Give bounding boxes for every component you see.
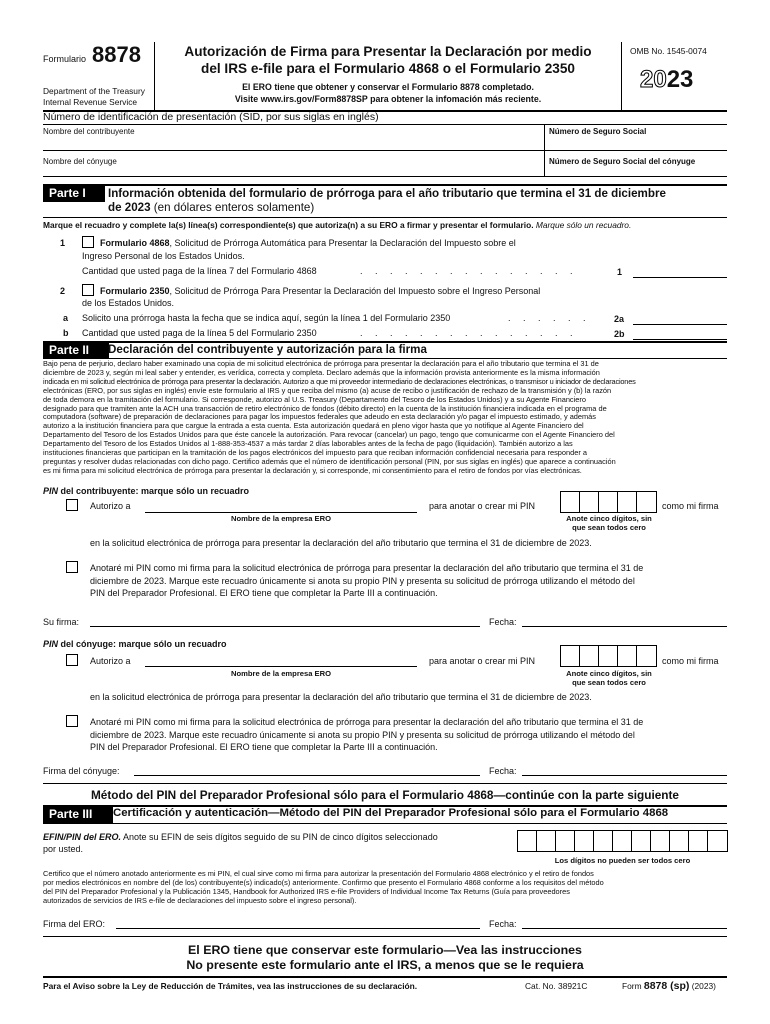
efin-line2: por usted. [43, 844, 84, 854]
line2a-text: Solicito una prórroga hasta la fecha que se indica aquí, según la línea 1 del Formulario 2350 [82, 313, 451, 323]
perjury-line: designado para que tramiten ante la ACH una transacción de retiro electrónico de fondos (débito directo) en la cuenta de la institución financiera indicada en el programa de [43, 403, 607, 413]
spouse-ero-firm-name-field[interactable] [145, 666, 417, 667]
taxpayer-authorize-ero-checkbox[interactable] [66, 499, 78, 511]
spouse-pin-enter-label: para anotar o crear mi PIN [429, 656, 536, 666]
part1-instruction [43, 220, 631, 230]
spouse-name-label: Nombre del cónyuge [43, 157, 117, 166]
ero-efin-pin-boxes[interactable] [517, 830, 728, 852]
footer-year: (2023) [691, 981, 716, 991]
line2-text2: de los Estados Unidos. [82, 298, 175, 308]
tax-year [640, 66, 693, 94]
dept-treasury: Department of the Treasury [43, 86, 145, 96]
part1-tag: Parte I [43, 185, 105, 202]
sid-rule [43, 124, 727, 125]
spouse-pin-heading [43, 639, 227, 649]
spouse-signature-field[interactable] [134, 775, 480, 776]
form-footer-id [622, 980, 716, 992]
do-not-file-notice: No presente este formulario ante el IRS, a menos que se le requiera [186, 958, 584, 972]
form-label: Formulario [43, 54, 87, 64]
spouse-authorize-ero-checkbox[interactable] [66, 654, 78, 666]
part1-title-line1: Información obtenida del formulario de prórroga para el año tributario que termina el 31 de diciembre [108, 187, 666, 200]
ident-rule-1 [43, 150, 727, 151]
perjury-line: Departamento del Tesoro de los Estados Unidos para que éste cancele la autorización. Para revocar (cancelar) un pago, tengo que comunicarme con el Agente Financiero del [43, 430, 615, 440]
self-pin-line2: diciembre de 2023. Marque este recuadro únicamente si anota su propio PIN y presenta su solicitud de prórroga utilizando el método del [90, 729, 635, 740]
line2a-ref: 2a [614, 314, 625, 324]
spouse-date-label: Fecha: [489, 766, 517, 776]
line2-text [100, 286, 540, 296]
cert-line: Certifico que el número anotado anteriormente es mi PIN, el cual sirve como mi firma para autorizar la presentación del Formulario 4868 electrónico y el retiro de fondos [43, 869, 594, 878]
line1-form-name: Formulario 4868 [100, 238, 170, 248]
part1-title-rule [43, 217, 727, 218]
line1-number: 1 [60, 238, 66, 248]
ssn-label: Número de Seguro Social [549, 127, 647, 136]
self-pin-line2: diciembre de 2023. Marque este recuadro únicamente si anota su propio PIN y presenta su solicitud de prórroga utilizando el método del [90, 575, 635, 586]
efin-not-zero-note: Los dígitos no pueden ser todos cero [554, 856, 691, 865]
five-digits-line1: Anote cinco dígitos, sin [566, 514, 652, 523]
taxpayer-authorize-label: Autorizo a [90, 501, 131, 511]
cert-line: del PIN del Preparador Profesional y la Publicación 1345, Handbook for Authorized IRS e-file Providers of Individual Income Tax Returns (Guía para proveedores [43, 886, 570, 896]
perjury-statement [43, 360, 727, 476]
five-digits-line2: que sean todos cero [572, 523, 646, 532]
cert-line: por medios electrónicos en nombre del (de los) contribuyente(s) indicado(s) anteriormente. Confirmo que presento el Formulario 4868 conforme a los requisitos del método [43, 877, 604, 887]
sid-heading: Número de identificación de presentación (SID, por sus siglas en inglés) [43, 111, 379, 123]
ero-date-field[interactable] [522, 928, 727, 929]
perjury-line: preguntas y resolver dudas relacionadas con dicho pago. Certifico además que el número de identificación personal (PIN, por sus siglas en inglés) que aparece a continuación [43, 456, 616, 466]
taxpayer-ext-text: en la solicitud electrónica de prórroga para presentar la declaración del año tributario que termina el 31 de diciembre de 2023. [90, 538, 592, 548]
spouse-ext-text: en la solicitud electrónica de prórroga para presentar la declaración del año tributario que termina el 31 de diciembre de 2023. [90, 692, 592, 702]
your-signature-label: Su firma: [43, 617, 80, 627]
ero-certification [43, 870, 727, 906]
your-signature-field[interactable] [90, 626, 480, 627]
spouse-pin-pin: PIN [43, 639, 59, 649]
part3-bottom-rule [43, 936, 727, 937]
spouse-date-field[interactable] [522, 775, 727, 776]
your-date-field[interactable] [522, 626, 727, 627]
footer-rule [43, 976, 727, 978]
form-number: 8878 [92, 42, 141, 67]
header-divider-right [621, 42, 622, 110]
line1-ref: 1 [617, 267, 623, 277]
taxpayer-name-label: Nombre del contribuyente [43, 127, 135, 136]
footer-form-word: Form [622, 981, 642, 991]
taxpayer-as-signature: como mi firma [662, 501, 719, 511]
taxpayer-ero-firm-name-field[interactable] [145, 512, 417, 513]
year-prefix: 20 [640, 66, 667, 93]
part1-title-units: (en dólares enteros solamente) [150, 201, 315, 214]
line2-desc: , Solicitud de Prórroga Para Presentar la Declaración del Impuesto sobre el Ingreso Personal [169, 286, 541, 296]
perjury-line: es mi firma para mi solicitud electrónica de prórroga para presentar la declaración y, si corresponde, mi consentimiento para el retiro de fondos por vías electrónicas. [43, 465, 582, 475]
form-title-line1: Autorización de Firma para Presentar la Declaración por medio [184, 44, 592, 59]
part1-instruction-note: Marque sólo un recuadro. [535, 220, 632, 230]
taxpayer-pin-text: del contribuyente: marque sólo un recuadro [58, 486, 250, 496]
five-digits-line1: Anote cinco dígitos, sin [566, 669, 652, 678]
your-date-label: Fecha: [489, 617, 517, 627]
spouse-pin-text: del cónyuge: marque sólo un recuadro [58, 639, 227, 649]
form-title-line2: del IRS e-file para el Formulario 4868 o el Formulario 2350 [201, 61, 575, 76]
perjury-line: de toda demora en la tramitación del formulario. Si corresponde, autorizo al U.S. Treasury (Departamento del Tesoro de los Estados Unidos) y a su Agente Financiero [43, 394, 586, 404]
cert-line: autorizados de servicios de IRS e-file de declaraciones del impuesto sobre el ingreso personal). [43, 895, 357, 905]
retain-form-notice: El ERO tiene que conservar este formulario—Vea las instrucciones [188, 943, 582, 957]
line1-desc: , Solicitud de Prórroga Automática para Presentar la Declaración del Impuesto sobre el [169, 238, 516, 248]
perjury-line: indicada en mi solicitud electrónica de prórroga para presentar la declaración. Autorizo a que mi proveedor intermediario de declaraciones electrónicas, o transmisor u iniciador de declaraciones [43, 376, 636, 386]
spouse-signature-label: Firma del cónyuge: [43, 766, 120, 776]
perjury-line: computadora (software) de preparación de declaraciones para pagar los impuestos federales que adeudo en esta declaración y/o pagar el impuesto estimado, y además [43, 412, 596, 422]
line2b-ref: 2b [614, 329, 625, 339]
taxpayer-pin-pin: PIN [43, 486, 59, 496]
part3-title: Certificación y autenticación—Método del PIN del Preparador Profesional sólo para el Formulario 4868 [113, 807, 669, 819]
practitioner-pin-banner: Método del PIN del Preparador Profesional sólo para el Formulario 4868—continúe con la parte siguiente [90, 788, 679, 802]
taxpayer-pin-boxes[interactable] [560, 491, 657, 513]
footer-form-number: 8878 (sp) [643, 980, 690, 992]
line1-amount-label: Cantidad que usted paga de la línea 7 del Formulario 4868 [82, 266, 317, 276]
perjury-line: Departamento del Tesoro de los Estados Unidos al 1-888-353-4537 a más tardar 2 días laborables antes de la fecha de pago (liquidación). También autorizo a las [43, 439, 573, 449]
ero-signature-field[interactable] [116, 928, 480, 929]
line1-text [100, 238, 516, 248]
line2b-amount-field[interactable] [633, 339, 727, 340]
efin-line1 [43, 831, 438, 843]
irs-label: Internal Revenue Service [43, 97, 138, 107]
form4868-checkbox[interactable] [82, 236, 94, 248]
spouse-authorize-label: Autorizo a [90, 656, 131, 666]
self-pin-line1: Anotaré mi PIN como mi firma para la solicitud electrónica de prórroga para presentar la declaración del año tributario que termina el 31 de [90, 563, 644, 573]
taxpayer-ero-firm-label: Nombre de la empresa ERO [230, 514, 332, 523]
spouse-self-pin-checkbox[interactable] [66, 715, 78, 727]
part1-instruction-text: Marque el recuadro y complete la(s) línea(s) correspondiente(s) que autoriza(n) a su ERO a firmar y presentar el formulario. [43, 220, 534, 230]
catalog-number: Cat. No. 38921C [525, 981, 588, 991]
line2b-letter: b [63, 328, 69, 338]
spouse-ssn-label: Número de Seguro Social del cónyuge [549, 157, 696, 166]
line1-dots: . . . . . . . . . . . . . . . [360, 266, 578, 276]
perjury-line: diciembre de 2023 y, según mi leal saber y entender, es verídica, correcta y completa. Declaro además que la información provista anteriormente es la misma información [43, 367, 600, 377]
perjury-line: Bajo pena de perjurio, declaro haber examinado una copia de mi solicitud electrónica de prórroga para presentar la declaración para el año tributario que termina el 31 de [43, 359, 599, 368]
spouse-five-digits-note [545, 669, 673, 687]
line2-form-name: Formulario 2350 [100, 286, 170, 296]
subtitle-line2: Visite www.irs.gov/Form8878SP para obtener la infomación más reciente. [234, 94, 542, 104]
taxpayer-pin-heading [43, 486, 249, 496]
taxpayer-self-pin-checkbox[interactable] [66, 561, 78, 573]
line2a-dots: . . . . . . [508, 313, 591, 323]
self-pin-line3: PIN del Preparador Profesional. El ERO tiene que completar la Parte III a continuación. [90, 742, 438, 752]
spouse-self-pin-text [90, 716, 643, 754]
subtitle-line1: El ERO tiene que obtener y conservar el Formulario 8878 completado. [242, 82, 534, 92]
self-pin-line3: PIN del Preparador Profesional. El ERO tiene que completar la Parte III a continuación. [90, 588, 438, 598]
perjury-line: autorizo a la institución financiera para que cargue la entrada a esta cuenta. Esta autorización quedará en pleno vigor hasta que yo notifique al Agente Financiero del [43, 421, 584, 431]
part2-tag: Parte II [43, 342, 109, 359]
perjury-line: instituciones financieras que participan en la tramitación de los pagos electrónicos del impuesto para que reciban información confidencial necesaria para responder a [43, 448, 587, 458]
form2350-checkbox[interactable] [82, 284, 94, 296]
part3-title-rule [43, 823, 727, 824]
line2b-text: Cantidad que usted paga de la línea 5 del Formulario 2350 [82, 328, 317, 338]
spouse-ero-firm-label: Nombre de la empresa ERO [230, 669, 332, 678]
part1-title-line2 [108, 201, 314, 214]
line1-amount-field[interactable] [633, 277, 727, 278]
taxpayer-self-pin-text [90, 562, 643, 600]
perjury-line: electrónicas (ERO, por sus siglas en inglés) envíe este formulario al IRS y que reciba del mismo (a) acuse de recibo o justificación de rechazo de la transmisión y (b) la razón [43, 385, 612, 395]
part1-top-rule [43, 184, 727, 186]
part1-title-year: de 2023 [108, 201, 151, 214]
year-suffix: 23 [666, 66, 694, 93]
line2a-date-field[interactable] [633, 324, 727, 325]
efin-pin-label [43, 831, 438, 855]
paperwork-notice: Para el Aviso sobre la Ley de Reducción de Trámites, vea las instrucciones de su declaración. [43, 981, 418, 991]
efin-desc: Anote su EFIN de seis dígitos seguido de su PIN de cinco dígitos seleccionado [121, 832, 438, 842]
taxpayer-five-digits-note [545, 514, 673, 532]
five-digits-line2: que sean todos cero [572, 678, 646, 687]
ident-rule-2 [43, 176, 727, 177]
part2-bottom-rule [43, 783, 727, 784]
ero-date-label: Fecha: [489, 919, 517, 929]
efin-bold: EFIN/PIN del ERO. [43, 832, 122, 842]
spouse-pin-boxes[interactable] [560, 645, 657, 667]
line2-number: 2 [60, 286, 66, 296]
header-divider-left [154, 42, 155, 110]
line1-text2: Ingreso Personal de los Estados Unidos. [82, 251, 245, 261]
omb-number: OMB No. 1545-0074 [630, 46, 707, 56]
part3-tag: Parte III [43, 806, 113, 823]
line2a-letter: a [63, 313, 69, 323]
line2b-dots: . . . . . . . . . . . . . . . [360, 328, 578, 338]
part2-title: Declaración del contribuyente y autorización para la firma [108, 343, 427, 356]
taxpayer-pin-enter-label: para anotar o crear mi PIN [429, 501, 536, 511]
ero-signature-label: Firma del ERO: [43, 919, 106, 929]
self-pin-line1: Anotaré mi PIN como mi firma para la solicitud electrónica de prórroga para presentar la declaración del año tributario que termina el 31 de [90, 717, 644, 727]
spouse-as-signature: como mi firma [662, 656, 719, 666]
